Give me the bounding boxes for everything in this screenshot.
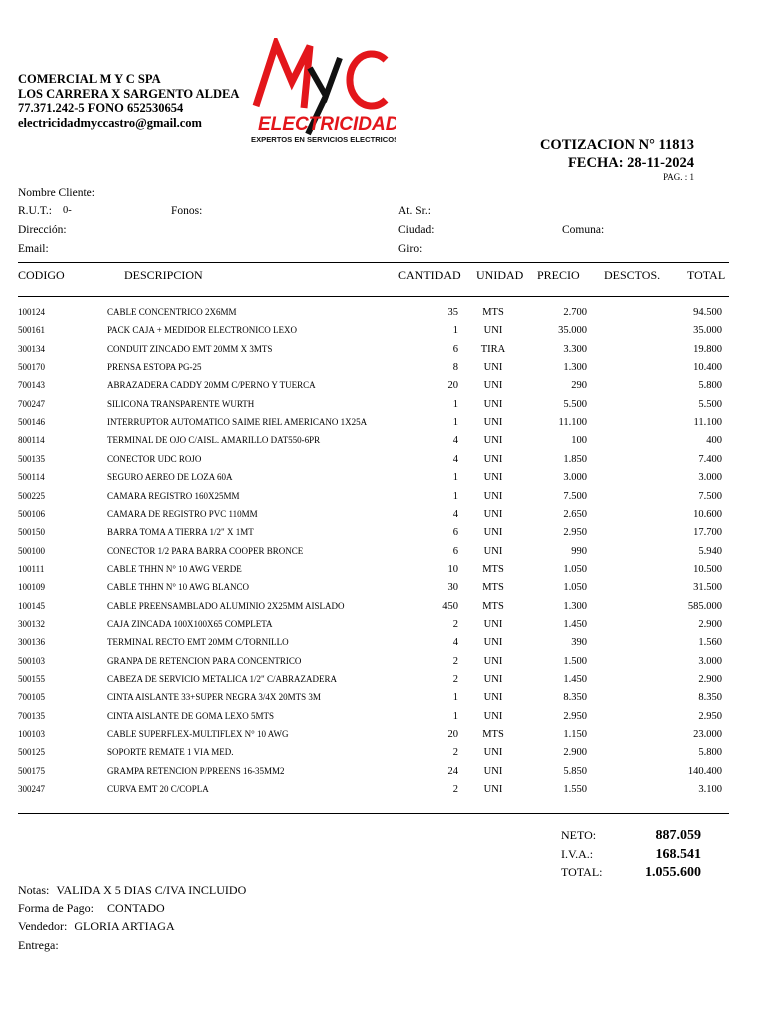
item-unit: MTS — [482, 563, 504, 575]
table-row — [0, 344, 768, 362]
table-row — [0, 601, 768, 619]
table-row — [0, 711, 768, 729]
item-total: 10.400 — [693, 362, 722, 374]
client-phones-label: Fonos: — [171, 205, 203, 217]
item-quantity: 20 — [447, 380, 458, 392]
item-code: 500100 — [18, 545, 45, 556]
item-total: 5.500 — [698, 398, 722, 410]
item-code: 300134 — [18, 343, 45, 354]
table-row — [0, 399, 768, 417]
item-quantity: 1 — [452, 417, 458, 429]
item-code: 500155 — [18, 674, 45, 684]
item-description: TERMINAL DE OJO C/AISL. AMARILLO DAT550-6PR — [107, 435, 321, 446]
client-business-label: Giro: — [398, 243, 423, 255]
item-description: CONDUIT ZINCADO EMT 20MM X 3MTS — [107, 343, 273, 354]
client-email-label: Email: — [18, 243, 49, 255]
item-total: 5.800 — [698, 747, 722, 759]
item-total: 35.000 — [693, 325, 722, 337]
item-code: 500150 — [18, 527, 45, 538]
item-price: 11.100 — [558, 417, 587, 429]
item-total: 8.350 — [698, 692, 722, 704]
table-row — [0, 362, 768, 380]
item-unit: MTS — [482, 307, 504, 318]
item-description: SILICONA TRANSPARENTE WURTH — [107, 398, 255, 409]
item-description: GRAMPA RETENCION P/PREENS 16-35MM2 — [107, 765, 285, 776]
item-code: 500125 — [18, 747, 45, 758]
table-row — [0, 747, 768, 765]
item-quantity: 4 — [452, 508, 458, 520]
item-unit: UNI — [483, 674, 503, 685]
company-rut-phone: 77.371.242-5 FONO 652530654 — [18, 101, 184, 115]
item-description: CAMARA DE REGISTRO PVC 110MM — [107, 508, 258, 519]
seller-line — [18, 919, 175, 934]
item-quantity: 4 — [452, 453, 458, 465]
item-price: 2.700 — [563, 307, 587, 318]
item-description: CABLE PREENSAMBLADO ALUMINIO 2X25MM AISLADO — [107, 600, 345, 611]
item-unit: UNI — [483, 417, 503, 429]
item-price: 1.850 — [563, 453, 587, 465]
payment-label: Forma de Pago: — [18, 901, 94, 915]
item-code: 100109 — [18, 582, 45, 593]
item-total: 11.100 — [693, 417, 722, 429]
item-quantity: 1 — [452, 472, 458, 484]
item-description: CAJA ZINCADA 100X100X65 COMPLETA — [107, 618, 273, 629]
item-description: CABEZA DE SERVICIO METALICA 1/2" C/ABRAZADERA — [107, 674, 337, 684]
item-code: 700135 — [18, 710, 45, 721]
col-header-code: CODIGO — [18, 268, 65, 282]
item-quantity: 8 — [452, 362, 458, 374]
item-unit: MTS — [482, 582, 504, 594]
net-value: 887.059 — [655, 828, 701, 843]
item-description: CINTA AISLANTE DE GOMA LEXO 5MTS — [107, 710, 275, 721]
table-row — [0, 435, 768, 453]
item-description: TERMINAL RECTO EMT 20MM C/TORNILLO — [107, 637, 289, 648]
item-unit: UNI — [483, 747, 503, 759]
notes-line — [18, 883, 246, 898]
item-code: 800114 — [18, 435, 45, 446]
payment-line — [18, 901, 165, 916]
table-row — [0, 454, 768, 472]
table-row — [0, 417, 768, 435]
item-code: 300132 — [18, 618, 45, 629]
item-price: 1.300 — [563, 600, 587, 612]
item-price: 1.050 — [563, 563, 587, 575]
item-price: 2.650 — [563, 508, 587, 520]
item-quantity: 2 — [452, 784, 458, 796]
item-price: 35.000 — [558, 325, 587, 337]
table-row — [0, 491, 768, 509]
table-row — [0, 564, 768, 582]
item-description: CONECTOR UDC ROJO — [107, 453, 202, 464]
item-price: 1.550 — [563, 784, 587, 796]
client-rut-label: R.U.T.: — [18, 205, 52, 217]
header-divider-top — [18, 262, 729, 263]
item-total: 10.600 — [693, 508, 722, 520]
item-unit: TIRA — [480, 343, 506, 355]
item-total: 2.950 — [698, 710, 722, 722]
col-header-price: PRECIO — [537, 268, 580, 282]
item-total: 17.700 — [693, 527, 722, 539]
table-divider-bottom — [18, 813, 729, 814]
delivery-label: Entrega: — [18, 938, 59, 952]
item-price: 1.150 — [563, 729, 587, 741]
table-row — [0, 637, 768, 655]
item-code: 500146 — [18, 417, 45, 428]
total-value: 1.055.600 — [645, 865, 701, 880]
item-description: INTERRUPTOR AUTOMATICO SAIME RIEL AMERICANO 1X25A — [107, 417, 368, 428]
item-unit: UNI — [483, 692, 503, 704]
item-code: 100124 — [18, 307, 45, 317]
item-price: 1.050 — [563, 582, 587, 594]
item-code: 100103 — [18, 729, 45, 740]
item-unit: UNI — [483, 527, 503, 539]
item-unit: UNI — [483, 710, 503, 722]
item-unit: UNI — [483, 765, 503, 777]
item-total: 5.940 — [698, 545, 722, 557]
item-code: 300247 — [18, 784, 45, 795]
vat-label: I.V.A.: — [561, 847, 594, 861]
notes-value: VALIDA X 5 DIAS C/IVA INCLUIDO — [56, 883, 247, 897]
item-unit: UNI — [483, 472, 503, 484]
table-row — [0, 472, 768, 490]
item-quantity: 2 — [452, 618, 458, 630]
item-total: 3.000 — [698, 655, 722, 667]
item-code: 500103 — [18, 655, 45, 666]
item-unit: UNI — [483, 398, 503, 410]
item-unit: UNI — [483, 508, 503, 520]
item-description: CABLE THHN N° 10 AWG VERDE — [107, 563, 242, 574]
item-description: CABLE CONCENTRICO 2X6MM — [107, 307, 237, 317]
item-description: CINTA AISLANTE 33+SUPER NEGRA 3/4X 20MTS 3M — [107, 692, 321, 703]
col-header-description: DESCRIPCION — [124, 268, 203, 282]
table-row — [0, 674, 768, 692]
item-quantity: 1 — [452, 692, 458, 704]
item-total: 7.500 — [698, 490, 722, 502]
net-label: NETO: — [561, 828, 597, 842]
seller-label: Vendedor: — [18, 919, 68, 933]
notes-label: Notas: — [18, 883, 50, 897]
item-code: 500114 — [18, 472, 45, 483]
table-row — [0, 766, 768, 784]
item-total: 31.500 — [693, 582, 722, 594]
company-name: COMERCIAL M Y C SPA — [18, 72, 161, 86]
item-total: 10.500 — [693, 563, 722, 575]
client-commune-label: Comuna: — [562, 224, 605, 236]
item-description: SEGURO AEREO DE LOZA 60A — [107, 472, 233, 483]
item-price: 5.850 — [563, 765, 587, 777]
table-row — [0, 380, 768, 398]
item-quantity: 24 — [447, 765, 458, 777]
item-total: 3.000 — [698, 472, 722, 484]
item-quantity: 450 — [442, 600, 458, 612]
item-code: 500225 — [18, 490, 45, 501]
table-row — [0, 546, 768, 564]
client-name-label: Nombre Cliente: — [18, 187, 95, 199]
item-description: CABLE THHN N° 10 AWG BLANCO — [107, 582, 249, 593]
item-unit: UNI — [483, 435, 503, 447]
item-code: 500175 — [18, 765, 45, 776]
item-unit: UNI — [483, 545, 503, 557]
company-info — [18, 72, 239, 130]
item-unit: MTS — [482, 600, 504, 612]
item-unit: UNI — [483, 380, 503, 392]
item-price: 1.500 — [563, 655, 587, 667]
item-price: 5.500 — [563, 398, 587, 410]
item-price: 1.300 — [563, 362, 587, 374]
table-row — [0, 325, 768, 343]
item-price: 390 — [571, 637, 587, 649]
item-unit: UNI — [483, 325, 503, 337]
total-label: TOTAL: — [561, 865, 603, 879]
page-number: PAG. : 1 — [663, 172, 694, 182]
item-description: CABLE SUPERFLEX-MULTIFLEX N° 10 AWG — [107, 729, 289, 740]
item-quantity: 30 — [447, 582, 458, 594]
client-attention-label: At. Sr.: — [398, 205, 431, 217]
item-price: 8.350 — [563, 692, 587, 704]
table-row — [0, 509, 768, 527]
table-row — [0, 729, 768, 747]
item-total: 19.800 — [693, 343, 722, 355]
item-price: 1.450 — [563, 674, 587, 685]
item-code: 100111 — [18, 563, 45, 574]
item-quantity: 1 — [452, 710, 458, 722]
col-header-discount: DESCTOS. — [604, 268, 661, 282]
item-price: 990 — [571, 545, 587, 557]
payment-value: CONTADO — [107, 901, 165, 915]
item-description: BARRA TOMA A TIERRA 1/2" X 1MT — [107, 527, 254, 538]
item-total: 94.500 — [693, 307, 722, 318]
item-unit: UNI — [483, 490, 503, 502]
item-price: 3.000 — [563, 472, 587, 484]
item-code: 300136 — [18, 637, 45, 648]
item-unit: UNI — [483, 655, 503, 667]
col-header-quantity: CANTIDAD — [398, 268, 461, 282]
item-quantity: 2 — [452, 674, 458, 685]
company-logo — [248, 38, 396, 146]
item-quantity: 20 — [447, 729, 458, 741]
client-rut-value: 0- — [63, 205, 72, 216]
col-header-total: TOTAL — [687, 268, 726, 282]
logo-brand-text: ELECTRICIDAD — [258, 114, 396, 135]
table-row — [0, 619, 768, 637]
item-quantity: 6 — [452, 527, 458, 539]
item-total: 3.100 — [698, 784, 722, 796]
item-unit: UNI — [483, 362, 503, 374]
item-quantity: 35 — [447, 307, 458, 318]
seller-value: GLORIA ARTIAGA — [74, 919, 175, 933]
item-code: 500106 — [18, 508, 45, 519]
vat-value: 168.541 — [655, 847, 701, 862]
item-code: 700247 — [18, 398, 45, 409]
item-quantity: 6 — [452, 545, 458, 557]
item-total: 23.000 — [693, 729, 722, 741]
item-total: 1.560 — [698, 637, 722, 649]
item-description: PACK CAJA + MEDIDOR ELECTRONICO LEXO — [107, 325, 298, 336]
item-price: 1.450 — [563, 618, 587, 630]
item-description: ABRAZADERA CADDY 20MM C/PERNO Y TUERCA — [107, 380, 316, 391]
company-email: electricidadmyccastro@gmail.com — [18, 115, 202, 130]
item-description: CAMARA REGISTRO 160X25MM — [107, 490, 240, 501]
quote-header — [520, 136, 694, 172]
col-header-unit: UNIDAD — [476, 268, 524, 282]
item-code: 700105 — [18, 692, 45, 703]
item-quantity: 1 — [452, 325, 458, 337]
item-unit: MTS — [482, 729, 504, 741]
item-code: 100145 — [18, 600, 45, 611]
item-price: 100 — [571, 435, 587, 447]
header-divider-bottom — [18, 296, 729, 297]
client-address-label: Dirección: — [18, 224, 67, 236]
item-description: GRANPA DE RETENCION PARA CONCENTRICO — [107, 655, 302, 666]
item-total: 2.900 — [698, 674, 722, 685]
item-total: 400 — [706, 435, 722, 447]
item-unit: UNI — [483, 637, 503, 649]
myc-logo-icon — [248, 38, 396, 146]
item-price: 3.300 — [563, 343, 587, 355]
item-quantity: 4 — [452, 637, 458, 649]
quote-date: FECHA: 28-11-2024 — [567, 155, 694, 171]
item-quantity: 4 — [452, 435, 458, 447]
item-unit: UNI — [483, 453, 503, 465]
item-total: 5.800 — [698, 380, 722, 392]
logo-tagline-text: EXPERTOS EN SERVICIOS ELECTRICOS — [251, 135, 396, 144]
item-code: 500170 — [18, 362, 45, 373]
item-description: CURVA EMT 20 C/COPLA — [107, 784, 209, 795]
item-price: 7.500 — [563, 490, 587, 502]
item-unit: UNI — [483, 784, 503, 796]
item-quantity: 2 — [452, 655, 458, 667]
table-row — [0, 656, 768, 674]
table-row — [0, 784, 768, 802]
item-unit: UNI — [483, 618, 503, 630]
table-row — [0, 307, 768, 325]
item-total: 140.400 — [687, 765, 722, 777]
item-description: CONECTOR 1/2 PARA BARRA COOPER BRONCE — [107, 545, 304, 556]
item-description: PRENSA ESTOPA PG-25 — [107, 362, 202, 373]
item-total: 7.400 — [698, 453, 722, 465]
item-code: 500135 — [18, 453, 45, 464]
table-row — [0, 527, 768, 545]
item-price: 290 — [571, 380, 587, 392]
company-address: LOS CARRERA X SARGENTO ALDEA — [18, 86, 240, 101]
table-row — [0, 692, 768, 710]
table-row — [0, 582, 768, 600]
item-total: 2.900 — [698, 618, 722, 630]
client-city-label: Ciudad: — [398, 224, 435, 236]
item-price: 2.900 — [563, 747, 587, 759]
item-quantity: 1 — [452, 490, 458, 502]
item-code: 500161 — [18, 325, 45, 336]
item-price: 2.950 — [563, 710, 587, 722]
item-description: SOPORTE REMATE 1 VIA MED. — [107, 747, 234, 758]
quote-number: COTIZACION N° 11813 — [539, 137, 694, 153]
item-quantity: 6 — [452, 343, 458, 355]
item-quantity: 10 — [447, 563, 458, 575]
item-price: 2.950 — [563, 527, 587, 539]
item-total: 585.000 — [687, 600, 722, 612]
item-quantity: 1 — [452, 398, 458, 410]
item-quantity: 2 — [452, 747, 458, 759]
item-code: 700143 — [18, 380, 45, 391]
